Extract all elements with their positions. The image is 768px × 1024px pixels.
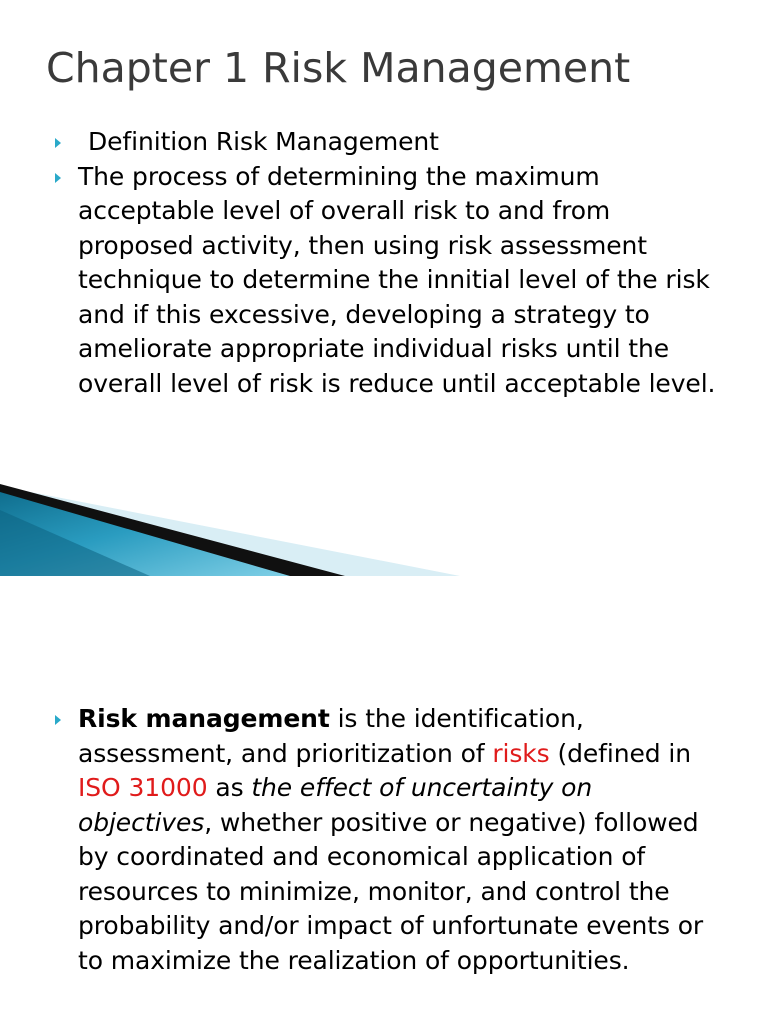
decorative-swoosh-shape bbox=[0, 480, 460, 576]
bullet-arrow-icon bbox=[55, 715, 61, 725]
bullet-list bbox=[0, 702, 728, 978]
bullet-arrow-icon bbox=[55, 173, 61, 183]
bullet-text: The process of determining the maximum acceptable level of overall risk to and from proposed activity, then using risk assessment technique to determine the innitial level of the risk and if this excessive, developing a strategy to ameliorate appropriate individual risks until the overall level of risk is reduce until acceptable level. bbox=[78, 161, 716, 398]
bullet-list bbox=[0, 125, 728, 401]
slide-2 bbox=[0, 576, 768, 1024]
slide-title: Chapter 1 Risk Management bbox=[46, 44, 631, 92]
iso-31000-link[interactable]: ISO 31000 bbox=[78, 773, 208, 802]
bold-term: Risk management bbox=[78, 704, 330, 733]
bullet-item-risk-management bbox=[0, 702, 728, 978]
bullet-item-definition bbox=[0, 125, 728, 160]
bullet-text: (defined in bbox=[549, 738, 691, 768]
bullet-text: is the identification, assessment, and prioritization of bbox=[78, 704, 584, 768]
bullet-item-process bbox=[0, 160, 728, 402]
bullet-arrow-icon bbox=[55, 138, 61, 148]
risks-link[interactable]: risks bbox=[492, 738, 550, 768]
bullet-text: Definition Risk Management bbox=[88, 127, 439, 156]
italic-definition: the effect of uncertainty on objectives bbox=[78, 773, 593, 837]
bullet-text: , whether positive or negative) followed by coordinated and economical application of resources to minimize, monitor, and control the probability and/or impact of unfortunate events or to maximize the realization of opportunities. bbox=[78, 807, 704, 975]
bullet-text: as bbox=[207, 773, 252, 802]
